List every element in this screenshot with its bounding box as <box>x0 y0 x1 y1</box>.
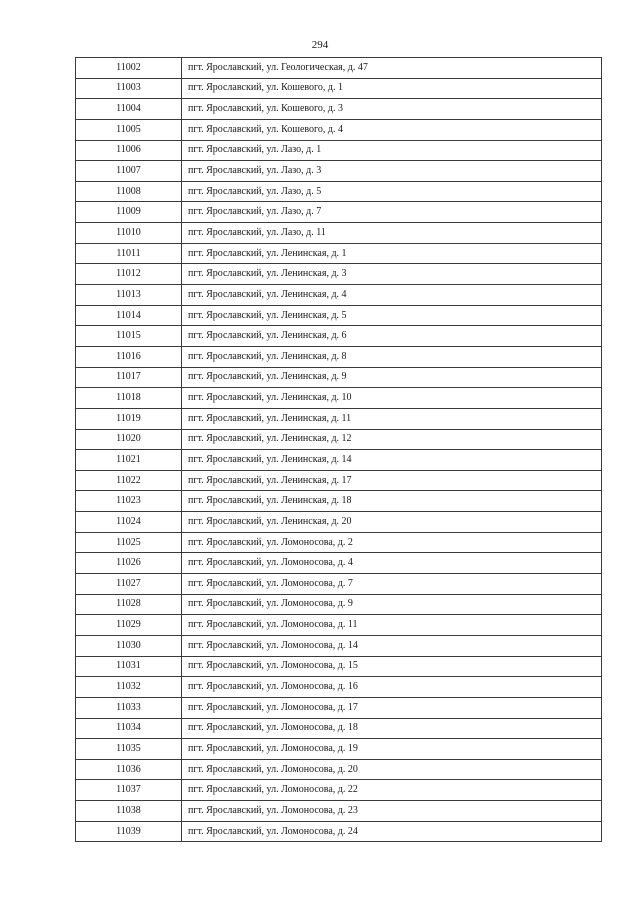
table-row <box>76 388 602 409</box>
table-row <box>76 532 602 553</box>
table-row <box>76 161 602 182</box>
table-row <box>76 512 602 533</box>
row-code-cell: 11016 <box>76 346 182 367</box>
row-address-cell: пгт. Ярославский, ул. Ленинская, д. 3 <box>182 264 602 285</box>
row-code-cell: 11006 <box>76 140 182 161</box>
row-address-cell: пгт. Ярославский, ул. Лазо, д. 5 <box>182 181 602 202</box>
table-row <box>76 553 602 574</box>
row-address-cell: пгт. Ярославский, ул. Ленинская, д. 5 <box>182 305 602 326</box>
table-row <box>76 801 602 822</box>
table-row <box>76 574 602 595</box>
page-number: 294 <box>311 39 329 51</box>
row-address-cell: пгт. Ярославский, ул. Ломоносова, д. 4 <box>182 553 602 574</box>
row-code-cell: 11018 <box>76 388 182 409</box>
table-row <box>76 78 602 99</box>
row-address-cell: пгт. Ярославский, ул. Кошевого, д. 3 <box>182 99 602 120</box>
row-code-cell: 11025 <box>76 532 182 553</box>
row-address-cell: пгт. Ярославский, ул. Ленинская, д. 10 <box>182 388 602 409</box>
row-code-cell: 11037 <box>76 780 182 801</box>
row-code-cell: 11027 <box>76 574 182 595</box>
row-code-cell: 11032 <box>76 677 182 698</box>
row-address-cell: пгт. Ярославский, ул. Ломоносова, д. 14 <box>182 635 602 656</box>
table-row <box>76 285 602 306</box>
table-row <box>76 58 602 79</box>
table-row <box>76 594 602 615</box>
row-address-cell: пгт. Ярославский, ул. Ломоносова, д. 22 <box>182 780 602 801</box>
table-row <box>76 470 602 491</box>
row-code-cell: 11020 <box>76 429 182 450</box>
row-code-cell: 11038 <box>76 801 182 822</box>
table-row <box>76 326 602 347</box>
table-row <box>76 718 602 739</box>
table-row <box>76 119 602 140</box>
row-address-cell: пгт. Ярославский, ул. Ленинская, д. 12 <box>182 429 602 450</box>
row-address-cell: пгт. Ярославский, ул. Ленинская, д. 9 <box>182 367 602 388</box>
row-address-cell: пгт. Ярославский, ул. Лазо, д. 11 <box>182 223 602 244</box>
table-row <box>76 243 602 264</box>
row-code-cell: 11011 <box>76 243 182 264</box>
row-address-cell: пгт. Ярославский, ул. Ленинская, д. 17 <box>182 470 602 491</box>
row-address-cell: пгт. Ярославский, ул. Ломоносова, д. 11 <box>182 615 602 636</box>
row-code-cell: 11024 <box>76 512 182 533</box>
row-code-cell: 11021 <box>76 450 182 471</box>
table-row <box>76 346 602 367</box>
table-row <box>76 408 602 429</box>
row-address-cell: пгт. Ярославский, ул. Ломоносова, д. 18 <box>182 718 602 739</box>
table-row <box>76 656 602 677</box>
row-code-cell: 11009 <box>76 202 182 223</box>
table-row <box>76 635 602 656</box>
table-row <box>76 429 602 450</box>
table-row <box>76 491 602 512</box>
row-address-cell: пгт. Ярославский, ул. Ленинская, д. 18 <box>182 491 602 512</box>
row-address-cell: пгт. Ярославский, ул. Лазо, д. 7 <box>182 202 602 223</box>
row-code-cell: 11015 <box>76 326 182 347</box>
table-row <box>76 367 602 388</box>
row-address-cell: пгт. Ярославский, ул. Лазо, д. 3 <box>182 161 602 182</box>
row-address-cell: пгт. Ярославский, ул. Ленинская, д. 11 <box>182 408 602 429</box>
row-code-cell: 11036 <box>76 759 182 780</box>
row-code-cell: 11039 <box>76 821 182 842</box>
row-code-cell: 11029 <box>76 615 182 636</box>
row-address-cell: пгт. Ярославский, ул. Ленинская, д. 1 <box>182 243 602 264</box>
row-address-cell: пгт. Ярославский, ул. Ленинская, д. 8 <box>182 346 602 367</box>
table-row <box>76 450 602 471</box>
row-address-cell: пгт. Ярославский, ул. Ленинская, д. 4 <box>182 285 602 306</box>
row-code-cell: 11017 <box>76 367 182 388</box>
table-row <box>76 140 602 161</box>
table-row <box>76 615 602 636</box>
row-address-cell: пгт. Ярославский, ул. Геологическая, д. 47 <box>182 58 602 79</box>
row-code-cell: 11022 <box>76 470 182 491</box>
row-code-cell: 11028 <box>76 594 182 615</box>
row-code-cell: 11008 <box>76 181 182 202</box>
table-row <box>76 821 602 842</box>
row-address-cell: пгт. Ярославский, ул. Ленинская, д. 6 <box>182 326 602 347</box>
row-address-cell: пгт. Ярославский, ул. Кошевого, д. 1 <box>182 78 602 99</box>
row-address-cell: пгт. Ярославский, ул. Кошевого, д. 4 <box>182 119 602 140</box>
row-address-cell: пгт. Ярославский, ул. Ломоносова, д. 17 <box>182 697 602 718</box>
table-body <box>76 58 602 842</box>
row-code-cell: 11014 <box>76 305 182 326</box>
row-code-cell: 11033 <box>76 697 182 718</box>
row-address-cell: пгт. Ярославский, ул. Ломоносова, д. 24 <box>182 821 602 842</box>
row-code-cell: 11012 <box>76 264 182 285</box>
row-address-cell: пгт. Ярославский, ул. Ломоносова, д. 19 <box>182 739 602 760</box>
table-row <box>76 780 602 801</box>
table-row <box>76 223 602 244</box>
row-address-cell: пгт. Ярославский, ул. Ломоносова, д. 20 <box>182 759 602 780</box>
row-address-cell: пгт. Ярославский, ул. Ломоносова, д. 9 <box>182 594 602 615</box>
row-address-cell: пгт. Ярославский, ул. Ленинская, д. 14 <box>182 450 602 471</box>
row-code-cell: 11002 <box>76 58 182 79</box>
table-row <box>76 759 602 780</box>
row-address-cell: пгт. Ярославский, ул. Ломоносова, д. 16 <box>182 677 602 698</box>
row-code-cell: 11005 <box>76 119 182 140</box>
row-address-cell: пгт. Ярославский, ул. Ломоносова, д. 23 <box>182 801 602 822</box>
row-address-cell: пгт. Ярославский, ул. Ломоносова, д. 15 <box>182 656 602 677</box>
row-code-cell: 11026 <box>76 553 182 574</box>
row-code-cell: 11019 <box>76 408 182 429</box>
table-row <box>76 181 602 202</box>
row-code-cell: 11013 <box>76 285 182 306</box>
table-row <box>76 697 602 718</box>
table-row <box>76 264 602 285</box>
table-row <box>76 202 602 223</box>
row-code-cell: 11034 <box>76 718 182 739</box>
row-address-cell: пгт. Ярославский, ул. Лазо, д. 1 <box>182 140 602 161</box>
row-code-cell: 11007 <box>76 161 182 182</box>
address-table <box>75 57 602 842</box>
row-code-cell: 11031 <box>76 656 182 677</box>
row-code-cell: 11023 <box>76 491 182 512</box>
row-address-cell: пгт. Ярославский, ул. Ломоносова, д. 2 <box>182 532 602 553</box>
table-row <box>76 99 602 120</box>
row-code-cell: 11010 <box>76 223 182 244</box>
row-code-cell: 11035 <box>76 739 182 760</box>
row-code-cell: 11004 <box>76 99 182 120</box>
table-row <box>76 305 602 326</box>
row-address-cell: пгт. Ярославский, ул. Ломоносова, д. 7 <box>182 574 602 595</box>
row-code-cell: 11003 <box>76 78 182 99</box>
row-code-cell: 11030 <box>76 635 182 656</box>
table-row <box>76 677 602 698</box>
table-row <box>76 739 602 760</box>
row-address-cell: пгт. Ярославский, ул. Ленинская, д. 20 <box>182 512 602 533</box>
